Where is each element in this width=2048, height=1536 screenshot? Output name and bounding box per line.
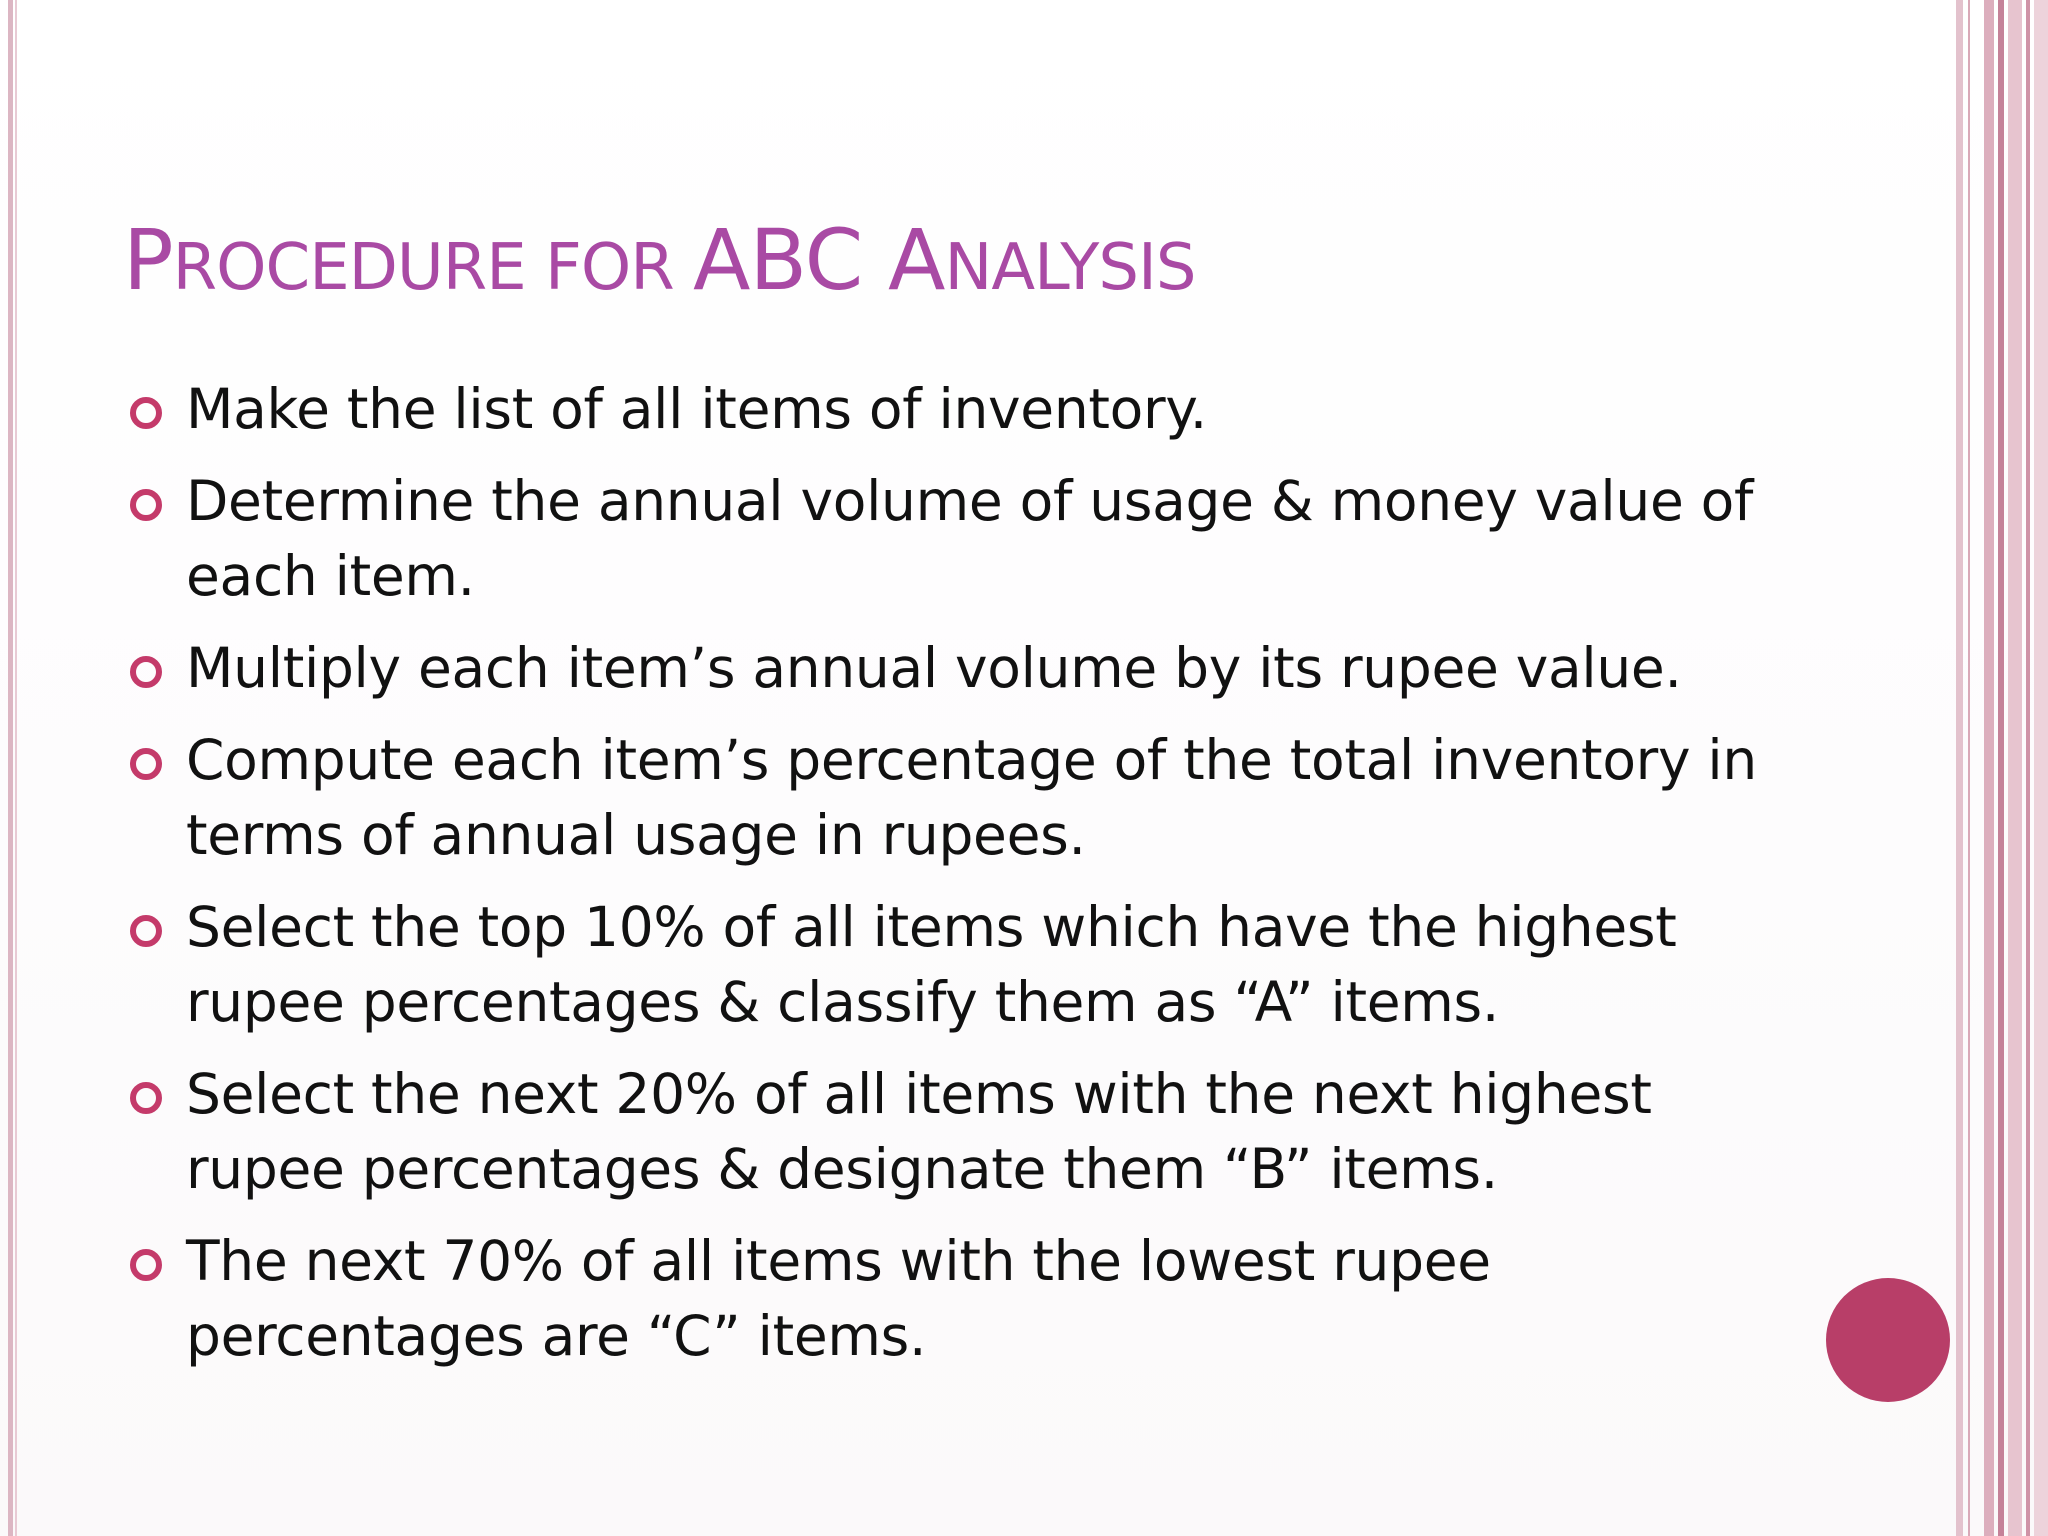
list-item (130, 723, 1770, 873)
bullet-text: Make the list of all items of inventory. (186, 377, 1207, 441)
bullet-text: Determine the annual volume of usage & money value of each item. (186, 469, 1754, 608)
slide-title (123, 205, 1195, 323)
right-border-stripe (2008, 0, 2022, 1536)
right-border-stripe (1984, 0, 1994, 1536)
ring-bullet-icon (130, 748, 162, 780)
right-border-stripe (1956, 0, 1963, 1536)
bullet-text: Select the top 10% of all items which have the highest rupee percentages & classify them as “A” items. (186, 895, 1677, 1034)
title-part: NALYSIS (944, 231, 1196, 305)
left-border-rule (8, 0, 13, 1536)
ring-bullet-icon (130, 1249, 162, 1281)
right-border-stripe (1998, 0, 2004, 1536)
ring-bullet-icon (130, 489, 162, 521)
bullet-text: The next 70% of all items with the lowest rupee percentages are “C” items. (186, 1229, 1491, 1368)
ring-bullet-icon (130, 1082, 162, 1114)
title-part: ABC A (693, 211, 945, 309)
list-item (130, 464, 1770, 614)
accent-circle (1826, 1278, 1950, 1402)
ring-bullet-icon (130, 915, 162, 947)
bullet-text: Compute each item’s percentage of the total inventory in terms of annual usage in rupees. (186, 728, 1757, 867)
list-item (130, 890, 1770, 1040)
right-border-stripe (1968, 0, 1970, 1536)
bullet-list (130, 372, 1770, 1391)
list-item (130, 631, 1770, 706)
list-item (130, 1224, 1770, 1374)
bullet-text: Select the next 20% of all items with the next highest rupee percentages & designate them “B” items. (186, 1062, 1652, 1201)
title-part: P (123, 211, 173, 309)
title-part: ROCEDURE FOR (172, 231, 693, 305)
left-border-rule-inner (15, 0, 17, 1536)
right-border-stripe (2034, 0, 2048, 1536)
list-item (130, 372, 1770, 447)
right-border-stripe (2026, 0, 2030, 1536)
list-item (130, 1057, 1770, 1207)
bullet-text: Multiply each item’s annual volume by its rupee value. (186, 636, 1682, 700)
ring-bullet-icon (130, 397, 162, 429)
ring-bullet-icon (130, 656, 162, 688)
